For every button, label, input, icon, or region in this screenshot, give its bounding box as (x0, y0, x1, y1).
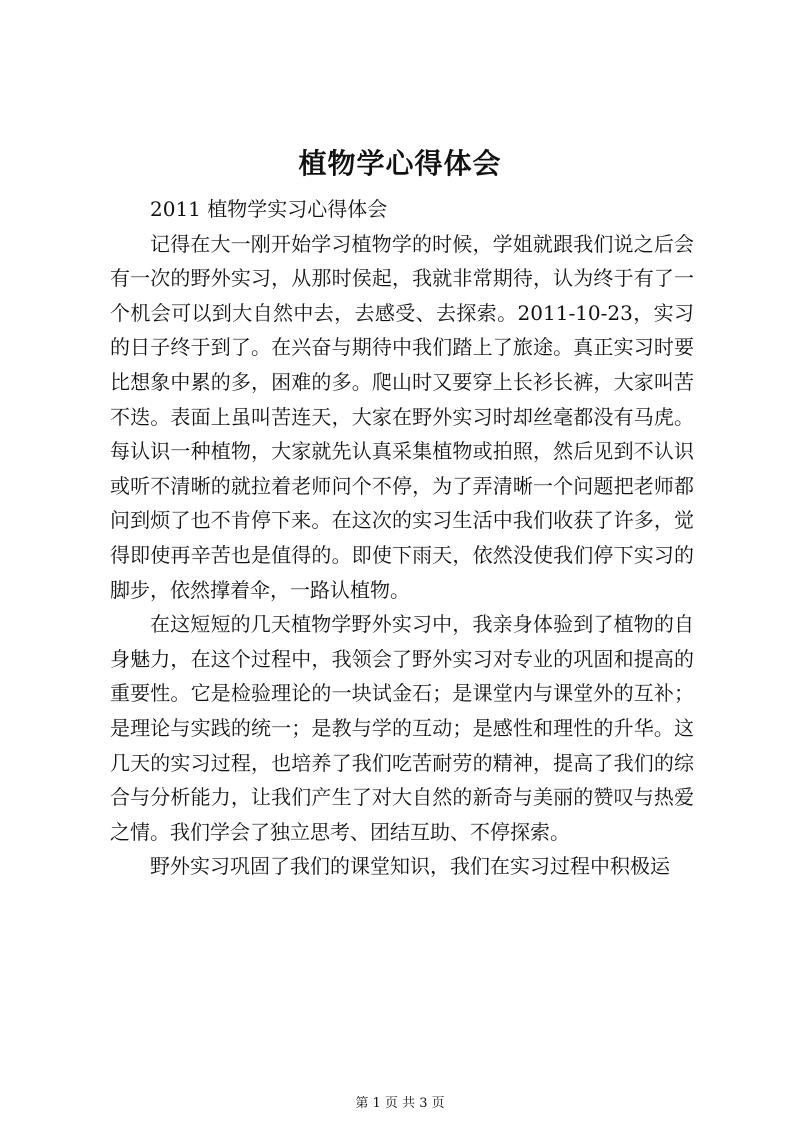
paragraph-1: 记得在大一刚开始学习植物学的时候，学姐就跟我们说之后会有一次的野外实习，从那时侯起，我就非常期待，认为终于有了一个机会可以到大自然中去，去感受、去探索。2011-10-23，实习的日子终于到了。在兴奋与期待中我们踏上了旅途。真正实习时要比想象中累的多，困难的多。爬山时又要穿上长衫长裤，大家叫苦不迭。表面上虽叫苦连天，大家在野外实习时却丝毫都没有马虎。每认识一种植物，大家就先认真采集植物或拍照，然后见到不认识或听不清晰的就拉着老师问个不停，为了弄清晰一个问题把老师都问到烦了也不肯停下来。在这次的实习生活中我们收获了许多，觉得即使再辛苦也是值得的。即使下雨天，依然没使我们停下实习的脚步，依然撑着伞，一路认植物。 (110, 231, 694, 602)
document-subtitle: 2011 植物学实习心得体会 (150, 197, 388, 221)
paragraph-3: 野外实习巩固了我们的课堂知识，我们在实习过程中积极运 (150, 854, 670, 879)
page-footer: 第 1 页 共 3 页 (355, 1096, 445, 1111)
paragraph-2: 在这短短的几天植物学野外实习中，我亲身体验到了植物的自身魅力，在这个过程中，我领会了野外实习对专业的巩固和提高的重要性。它是检验理论的一块试金石；是课堂内与课堂外的互补；是理论与实践的统一；是教与学的互动；是感性和理性的升华。这几天的实习过程，也培养了我们吃苦耐劳的精神，提高了我们的综合与分析能力，让我们产生了对大自然的新奇与美丽的赞叹与热爱之情。我们学会了独立思考、团结互助、不停探索。 (110, 612, 694, 844)
document-title: 植物学心得体会 (298, 147, 502, 180)
document-body (110, 192, 694, 884)
